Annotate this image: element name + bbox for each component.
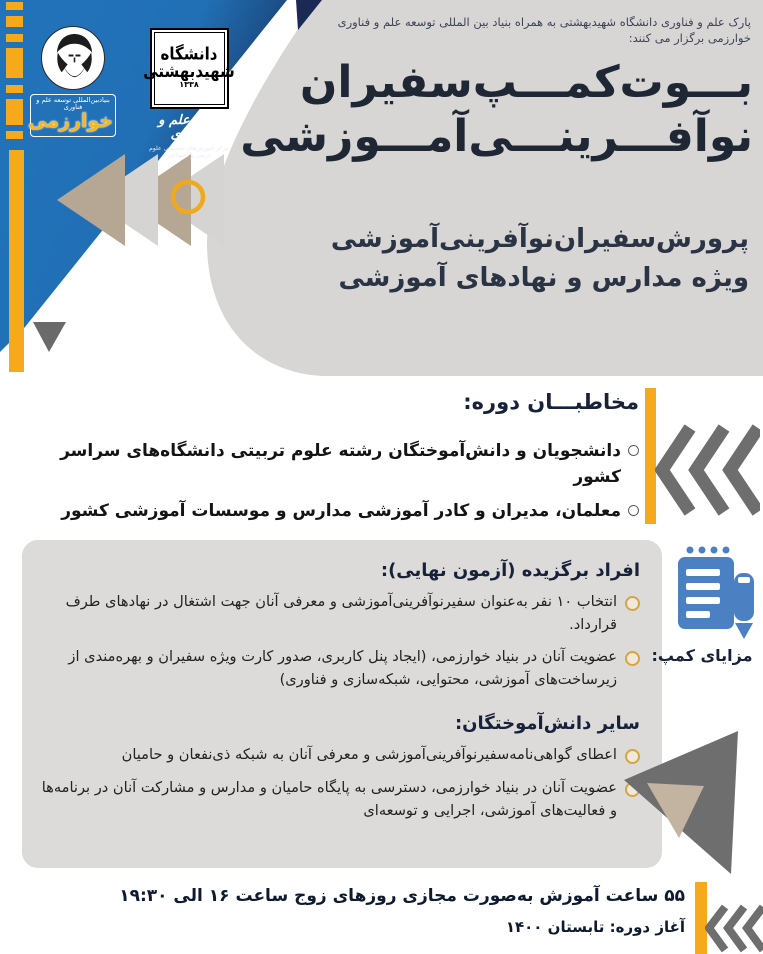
benefit-item-text: اعطای گواهی‌نامه‌سفیرنوآفرینی‌آموزشی و معرفی آنان به شبکه ذی‌نفعان و حامیان xyxy=(121,746,617,764)
circle-bullet-icon xyxy=(628,505,639,516)
kharazmi-name: خوارزمی xyxy=(28,110,113,133)
kharazmi-portrait-icon xyxy=(41,26,105,90)
gold-ring-bullet-icon xyxy=(625,596,640,611)
footer-start-date: آغاز دوره: تابستان ۱۴۰۰ xyxy=(505,918,685,936)
yellow-bar-header xyxy=(9,150,24,372)
sbu-seal-icon xyxy=(143,28,235,109)
notepad-pen-icon xyxy=(676,545,760,643)
benefits-group2-heading: سایر دانش‌آموختگان: xyxy=(454,713,640,735)
benefits-box xyxy=(22,540,662,868)
circle-bullet-icon xyxy=(628,445,639,456)
subtitle-line1: پرورش‌سفیران‌نوآفرینی‌آموزشی xyxy=(330,224,749,254)
audience-heading: مخاطبـــان دوره: xyxy=(463,390,639,414)
sbu-seal-title: دانشگاه شهیدبهشتی xyxy=(143,43,235,82)
audience-item-text: دانشجویان و دانش‌آموختگان رشته علوم تربیتی دانشگاه‌های سراسر کشور xyxy=(60,441,621,488)
title-line2: نوآفـــرینـــی‌آمـــوزشی xyxy=(240,110,753,162)
sbu-park-subline: مرکز آموزش‌های تخصصی علوم تربیتی و اجتماعی xyxy=(149,144,229,159)
title-line1: بـــوت‌کمـــپ‌سفیران xyxy=(299,57,753,108)
benefit-item xyxy=(40,591,640,636)
arrow-decor-icon xyxy=(620,718,763,878)
audience-list xyxy=(29,438,639,531)
benefits-group1-heading: افراد برگزیده (آزمون نهایی): xyxy=(380,560,640,581)
yellow-dash-column xyxy=(6,2,23,139)
organizer-line: پارک علم و فناوری دانشگاه شهیدبهشتی به همراه بنیاد بین المللی توسعه علم و فناوری خوارزمی برگزار می کنند: xyxy=(337,15,751,46)
benefit-item xyxy=(40,646,640,691)
audience-item xyxy=(29,438,639,491)
sbu-park-line: پارک علم و فناوری xyxy=(158,113,220,143)
benefit-item-text: انتخاب ۱۰ نفر به‌عنوان سفیرنوآفرینی‌آموزشی و معرفی آنان جهت اشتغال در نهادهای طرف قرارداد. xyxy=(65,593,617,633)
gold-ring-bullet-icon xyxy=(625,651,640,666)
sbu-logo xyxy=(143,28,235,159)
benefit-item-text: عضویت آنان در بنیاد خوارزمی، دسترسی به پایگاه حامیان و مدارس و مشارکت آنان در برنامه‌ها و فعالیت‌های آموزشی، اجرایی و توسعه‌ای xyxy=(41,779,617,819)
sbu-seal-year: ۱۳۳۸ xyxy=(179,80,199,89)
footer-chevrons-icon xyxy=(705,903,763,954)
audience-item-text: معلمان، مدیران و کادر آموزشی مدارس و موسسات آموزشی کشور xyxy=(61,500,621,521)
audience-item xyxy=(29,498,639,524)
audience-chevrons-icon xyxy=(655,420,760,520)
benefit-item-text: عضویت آنان در بنیاد خوارزمی، (ایجاد پنل کاربری، صدور کارت ویژه سفیران و بهره‌مندی از زیرساخت‌های آموزشی، محتوایی، شبکه‌سازی و فناوری) xyxy=(68,648,617,688)
benefits-side-label: مزایای کمپ: xyxy=(651,646,753,665)
kharazmi-label xyxy=(30,94,116,137)
poster-title xyxy=(240,56,753,163)
poster-subtitle xyxy=(325,220,750,298)
benefit-item xyxy=(40,744,640,767)
kharazmi-logo xyxy=(28,26,118,137)
down-triangle-icon xyxy=(33,322,66,352)
footer-schedule: ۵۵ ساعت آموزش به‌صورت مجازی روزهای زوج ساعت ۱۶ الی ۱۹:۳۰ xyxy=(119,886,685,906)
subtitle-line2: ویژه مدارس و نهادهای آموزشی xyxy=(338,263,749,293)
benefit-item xyxy=(40,777,640,822)
kharazmi-tagline: بنیادبین‌المللی توسعه علم و فناوری xyxy=(36,96,110,112)
